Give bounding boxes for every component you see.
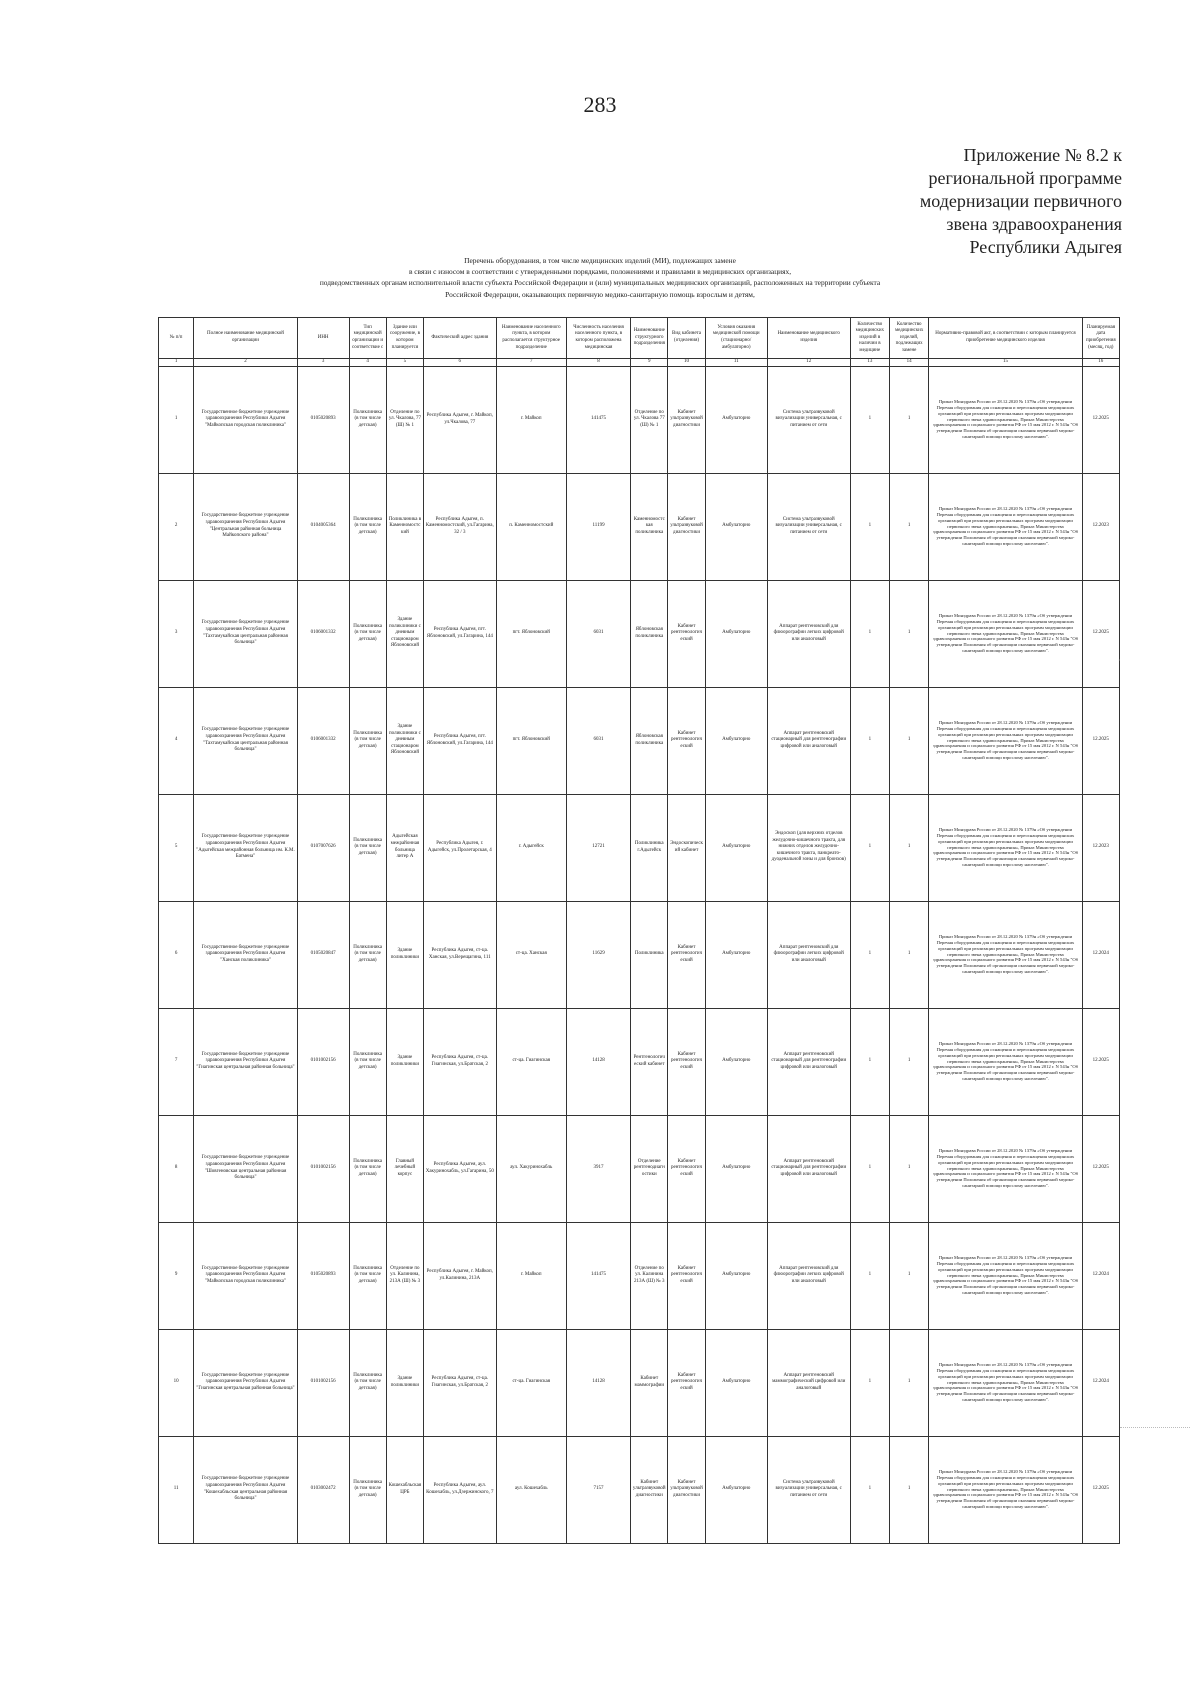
- cell-address: Республика Адыгея, аул. Кошехабль, ул.Дзержинского, 7: [424, 1436, 496, 1543]
- heading-line: подведомственных органам исполнительной власти субъекта Российской Федерации и (или) муниципальных медицинских организаций, расположенных на территории субъекта: [319, 278, 881, 288]
- cell-org-type: Поликлиника (в том числе детская): [349, 1436, 386, 1543]
- cell-device-name: Аппарат рентгеновский стационарный для рентгенографии цифровой или аналоговый: [767, 1008, 850, 1115]
- cell-settlement: пгт. Яблоновский: [496, 687, 566, 794]
- cell-qty-available: 1: [850, 1115, 889, 1222]
- appendix-line: Республики Адыгея: [969, 237, 1122, 257]
- cell-address: Республика Адыгея, ст-ца. Гиагинская, ул.Братская, 2: [424, 1329, 496, 1436]
- cell-care-conditions: Амбулаторно: [705, 1115, 767, 1222]
- cell-building: Здание поликлиники с дневным стационаром Яблоновский: [386, 687, 423, 794]
- cell-population: 7157: [566, 1436, 630, 1543]
- table-row: [159, 1436, 1120, 1543]
- appendix-line: звена здравоохранения: [946, 214, 1122, 234]
- cell-settlement: ст-ца. Гиагинская: [496, 1329, 566, 1436]
- appendix-line: модернизации первичного: [919, 191, 1122, 211]
- cell-planned-date: 12.2025: [1082, 1436, 1119, 1543]
- cell-unit-name: Каменномостская поликлиника: [631, 473, 668, 580]
- column-number: 16: [1082, 359, 1119, 367]
- cell-population: 3917: [566, 1115, 630, 1222]
- cell-row-number: 2: [159, 473, 194, 580]
- cell-qty-replace: 1: [889, 1329, 928, 1436]
- cell-population: 11629: [566, 901, 630, 1008]
- cell-address: Республика Адыгея, аул. Хакуринохабль, ул.Гагарина, 50: [424, 1115, 496, 1222]
- column-number: 6: [424, 359, 496, 367]
- table-row: [159, 1222, 1120, 1329]
- column-header: Полное наименование медицинской организации: [194, 318, 298, 359]
- column-header: ИНН: [297, 318, 349, 359]
- cell-building: Адыгейская межрайонная больница литер А: [386, 794, 423, 901]
- cell-qty-replace: 1: [889, 687, 928, 794]
- heading-line: Перечень оборудования, в том числе медицинских изделий (МИ), подлежащих замене: [464, 256, 736, 265]
- cell-planned-date: 12.2024: [1082, 1329, 1119, 1436]
- cell-qty-available: 1: [850, 1436, 889, 1543]
- cell-org-name: Государственное бюджетное учреждение здравоохранения Республики Адыгея "Гиагинская центральная районная больница": [194, 1329, 298, 1436]
- cell-population: 141475: [566, 1222, 630, 1329]
- cell-building: Здание поликлиники с дневным стационаром Яблоновский: [386, 580, 423, 687]
- cell-cabinet-type: Эндоскопический кабинет: [668, 794, 705, 901]
- cell-settlement: п. Каменномостский: [496, 473, 566, 580]
- table-row: [159, 1329, 1120, 1436]
- cell-cabinet-type: Кабинет рентгенологический: [668, 901, 705, 1008]
- cell-care-conditions: Амбулаторно: [705, 1436, 767, 1543]
- cell-planned-date: 12.2024: [1082, 901, 1119, 1008]
- column-number: 12: [767, 359, 850, 367]
- cell-qty-available: 1: [850, 794, 889, 901]
- cell-cabinet-type: Кабинет рентгенологический: [668, 1008, 705, 1115]
- cell-address: Республика Адыгея, ст-ца. Ханская, ул.Верещагина, 111: [424, 901, 496, 1008]
- column-number: 2: [194, 359, 298, 367]
- cell-inn: 0101002156: [297, 1329, 349, 1436]
- cell-address: Республика Адыгея, г. Майкоп, ул.Чкалова, 77: [424, 366, 496, 473]
- table-row: [159, 473, 1120, 580]
- cell-org-name: Государственное бюджетное учреждение здравоохранения Республики Адыгея "Тахтамукайская центральная районная больница": [194, 687, 298, 794]
- cell-org-type: Поликлиника (в том числе детская): [349, 1115, 386, 1222]
- cell-unit-name: Отделение рентгенодиагностики: [631, 1115, 668, 1222]
- cell-settlement: г. Майкоп: [496, 1222, 566, 1329]
- column-header: Здание или сооружение, в котором планируется: [386, 318, 423, 359]
- cell-qty-replace: 1: [889, 794, 928, 901]
- cell-planned-date: 12.2025: [1082, 366, 1119, 473]
- appendix-line: региональной программе: [928, 168, 1122, 188]
- cell-org-name: Государственное бюджетное учреждение здравоохранения Республики Адыгея "Центральная районная больница Майкопского района": [194, 473, 298, 580]
- cell-legal-act: Приказ Минздрава России от 28.12.2020 № 1379н «Об утверждении Перечня оборудования для оснащения и переоснащения медицинских организаций при реализации региональных программ модернизации первичного звена здравоохранения», Приказ Министерства здравоохранения и социального развития РФ от 15 мая 2012 г. N 543н "Об утверждении Положения об организации оказания первичной медико-санитарной помощи взрослому населению".: [929, 580, 1082, 687]
- cell-building: Здание поликлиники: [386, 1329, 423, 1436]
- cell-legal-act: Приказ Минздрава России от 28.12.2020 № 1379н «Об утверждении Перечня оборудования для оснащения и переоснащения медицинских организаций при реализации региональных программ модернизации первичного звена здравоохранения», Приказ Министерства здравоохранения и социального развития РФ от 15 мая 2012 г. N 543н "Об утверждении Положения об организации оказания первичной медико-санитарной помощи взрослому населению".: [929, 1115, 1082, 1222]
- cell-population: 6031: [566, 580, 630, 687]
- cell-care-conditions: Амбулаторно: [705, 366, 767, 473]
- cell-settlement: ст-ца. Гиагинская: [496, 1008, 566, 1115]
- cell-org-type: Поликлиника (в том числе детская): [349, 1008, 386, 1115]
- cell-cabinet-type: Кабинет рентгенологический: [668, 687, 705, 794]
- cell-device-name: Аппарат рентгеновский для флюорографии легких цифровой или аналоговый: [767, 901, 850, 1008]
- cell-care-conditions: Амбулаторно: [705, 580, 767, 687]
- cell-org-type: Поликлиника (в том числе детская): [349, 794, 386, 901]
- cell-legal-act: Приказ Минздрава России от 28.12.2020 № 1379н «Об утверждении Перечня оборудования для оснащения и переоснащения медицинских организаций при реализации региональных программ модернизации первичного звена здравоохранения», Приказ Министерства здравоохранения и социального развития РФ от 15 мая 2012 г. N 543н "Об утверждении Положения об организации оказания первичной медико-санитарной помощи взрослому населению".: [929, 794, 1082, 901]
- cell-building: Здание поликлиники: [386, 1008, 423, 1115]
- table-row: [159, 1008, 1120, 1115]
- cell-inn: 0105020893: [297, 366, 349, 473]
- cell-legal-act: Приказ Минздрава России от 28.12.2020 № 1379н «Об утверждении Перечня оборудования для оснащения и переоснащения медицинских организаций при реализации региональных программ модернизации первичного звена здравоохранения», Приказ Министерства здравоохранения и социального развития РФ от 15 мая 2012 г. N 543н "Об утверждении Положения об организации оказания первичной медико-санитарной помощи взрослому населению".: [929, 901, 1082, 1008]
- cell-qty-available: 1: [850, 901, 889, 1008]
- cell-planned-date: 12.2025: [1082, 687, 1119, 794]
- column-header: Наименование структурного подразделения: [631, 318, 668, 359]
- cell-population: 6031: [566, 687, 630, 794]
- cell-care-conditions: Амбулаторно: [705, 1008, 767, 1115]
- cell-inn: 0106001332: [297, 687, 349, 794]
- cell-org-type: Поликлиника (в том числе детская): [349, 1329, 386, 1436]
- cell-planned-date: 12.2025: [1082, 580, 1119, 687]
- column-header: № п/п: [159, 318, 194, 359]
- cell-cabinet-type: Кабинет рентгенологический: [668, 1115, 705, 1222]
- appendix-note: [702, 144, 1122, 259]
- column-header: Условия оказания медицинской помощи (стационарно/амбулаторно): [705, 318, 767, 359]
- cell-cabinet-type: Кабинет рентгенологический: [668, 1222, 705, 1329]
- cell-inn: 0101002156: [297, 1008, 349, 1115]
- scan-artifact-mark: ·: [1118, 656, 1121, 665]
- cell-qty-available: 1: [850, 687, 889, 794]
- cell-org-name: Государственное бюджетное учреждение здравоохранения Республики Адыгея "Тахтамукайская центральная районная больница": [194, 580, 298, 687]
- cell-unit-name: Рентгенологический кабинет: [631, 1008, 668, 1115]
- cell-row-number: 7: [159, 1008, 194, 1115]
- column-header: Количество медицинских изделий в наличии в медицине: [850, 318, 889, 359]
- cell-inn: 0106001332: [297, 580, 349, 687]
- cell-settlement: аул. Хакуринохабль: [496, 1115, 566, 1222]
- cell-care-conditions: Амбулаторно: [705, 794, 767, 901]
- cell-unit-name: Отделение по ул. Чкалова 77 (Ш) № 1: [631, 366, 668, 473]
- table-body: [159, 366, 1120, 1543]
- cell-device-name: Эндоскоп (для верхних отделов желудочно-кишечного тракта, для нижних отделов желудочно-кишечного тракта, панкреато-дуоденальной зоны и для бронхов): [767, 794, 850, 901]
- cell-unit-name: Поликлиника г.Адыгейск: [631, 794, 668, 901]
- cell-row-number: 4: [159, 687, 194, 794]
- cell-row-number: 1: [159, 366, 194, 473]
- cell-legal-act: Приказ Минздрава России от 28.12.2020 № 1379н «Об утверждении Перечня оборудования для оснащения и переоснащения медицинских организаций при реализации региональных программ модернизации первичного звена здравоохранения», Приказ Министерства здравоохранения и социального развития РФ от 15 мая 2012 г. N 543н "Об утверждении Положения об организации оказания первичной медико-санитарной помощи взрослому населению".: [929, 1436, 1082, 1543]
- cell-row-number: 10: [159, 1329, 194, 1436]
- cell-qty-available: 1: [850, 580, 889, 687]
- document-heading: [110, 255, 1090, 300]
- cell-planned-date: 12.2025: [1082, 1115, 1119, 1222]
- cell-org-name: Государственное бюджетное учреждение здравоохранения Республики Адыгея "Ханская поликлиника": [194, 901, 298, 1008]
- cell-building: Кошехабльская ЦРБ: [386, 1436, 423, 1543]
- cell-device-name: Система ультразвуковой визуализации универсальная, с питанием от сети: [767, 366, 850, 473]
- column-number: 4: [349, 359, 386, 367]
- cell-population: 12721: [566, 794, 630, 901]
- cell-qty-replace: 1: [889, 901, 928, 1008]
- table-header-row: [159, 318, 1120, 359]
- cell-legal-act: Приказ Минздрава России от 28.12.2020 № 1379н «Об утверждении Перечня оборудования для оснащения и переоснащения медицинских организаций при реализации региональных программ модернизации первичного звена здравоохранения», Приказ Министерства здравоохранения и социального развития РФ от 15 мая 2012 г. N 543н "Об утверждении Положения об организации оказания первичной медико-санитарной помощи взрослому населению".: [929, 687, 1082, 794]
- cell-device-name: Система ультразвуковой визуализации универсальная, с питанием от сети: [767, 473, 850, 580]
- cell-device-name: Аппарат рентгеновский для флюорографии легких цифровой или аналоговый: [767, 1222, 850, 1329]
- column-number: 8: [566, 359, 630, 367]
- table-row: [159, 580, 1120, 687]
- cell-planned-date: 12.2025: [1082, 1008, 1119, 1115]
- cell-org-name: Государственное бюджетное учреждение здравоохранения Республики Адыгея "Майкопская городская поликлиника": [194, 366, 298, 473]
- cell-row-number: 11: [159, 1436, 194, 1543]
- cell-population: 11199: [566, 473, 630, 580]
- column-number: 13: [850, 359, 889, 367]
- cell-care-conditions: Амбулаторно: [705, 1222, 767, 1329]
- scan-artifact-line: [1120, 1427, 1190, 1428]
- cell-planned-date: 12.2023: [1082, 794, 1119, 901]
- cell-building: Поликлиника в Каменномостский: [386, 473, 423, 580]
- cell-qty-replace: 1: [889, 1222, 928, 1329]
- cell-qty-replace: 1: [889, 1436, 928, 1543]
- cell-planned-date: 12.2024: [1082, 1222, 1119, 1329]
- cell-qty-available: 1: [850, 1222, 889, 1329]
- cell-device-name: Аппарат рентгеновский маммографический цифровой или аналоговый: [767, 1329, 850, 1436]
- column-number: 3: [297, 359, 349, 367]
- cell-qty-available: 1: [850, 1008, 889, 1115]
- cell-inn: 0107007626: [297, 794, 349, 901]
- cell-qty-replace: 1: [889, 1115, 928, 1222]
- cell-org-name: Государственное бюджетное учреждение здравоохранения Республики Адыгея "Майкопская городская поликлиника": [194, 1222, 298, 1329]
- cell-row-number: 5: [159, 794, 194, 901]
- heading-line: Российской Федерации, оказывающих первичную медико-санитарную помощь взрослым и детям,: [445, 289, 755, 299]
- cell-device-name: Аппарат рентгеновский для флюорографии легких цифровой или аналоговый: [767, 580, 850, 687]
- cell-care-conditions: Амбулаторно: [705, 1329, 767, 1436]
- cell-inn: 0105020847: [297, 901, 349, 1008]
- cell-address: Республика Адыгея, ст-ца. Гиагинская, ул.Братская, 2: [424, 1008, 496, 1115]
- cell-legal-act: Приказ Минздрава России от 28.12.2020 № 1379н «Об утверждении Перечня оборудования для оснащения и переоснащения медицинских организаций при реализации региональных программ модернизации первичного звена здравоохранения», Приказ Министерства здравоохранения и социального развития РФ от 15 мая 2012 г. N 543н "Об утверждении Положения об организации оказания первичной медико-санитарной помощи взрослому населению".: [929, 1008, 1082, 1115]
- column-header: Фактический адрес здания: [424, 318, 496, 359]
- column-number: 7: [496, 359, 566, 367]
- column-number: 14: [889, 359, 928, 367]
- cell-org-name: Государственное бюджетное учреждение здравоохранения Республики Адыгея "Шовгеновская центральная районная больница": [194, 1115, 298, 1222]
- appendix-line: Приложение № 8.2 к: [963, 145, 1122, 165]
- page-number: 283: [583, 92, 617, 117]
- cell-unit-name: Кабинет маммографии: [631, 1329, 668, 1436]
- cell-inn: 0105020893: [297, 1222, 349, 1329]
- cell-cabinet-type: Кабинет рентгенологический: [668, 1329, 705, 1436]
- table-row: [159, 687, 1120, 794]
- cell-legal-act: Приказ Минздрава России от 28.12.2020 № 1379н «Об утверждении Перечня оборудования для оснащения и переоснащения медицинских организаций при реализации региональных программ модернизации первичного звена здравоохранения», Приказ Министерства здравоохранения и социального развития РФ от 15 мая 2012 г. N 543н "Об утверждении Положения об организации оказания первичной медико-санитарной помощи взрослому населению".: [929, 473, 1082, 580]
- cell-settlement: г. Майкоп: [496, 366, 566, 473]
- table-row: [159, 366, 1120, 473]
- cell-qty-replace: 1: [889, 473, 928, 580]
- cell-row-number: 3: [159, 580, 194, 687]
- column-number: 11: [705, 359, 767, 367]
- cell-cabinet-type: Кабинет ультразвуковой диагностики: [668, 473, 705, 580]
- cell-address: Республика Адыгея, пгт. Яблоновский, ул.Гагарина, 144: [424, 687, 496, 794]
- cell-inn: 0104005364: [297, 473, 349, 580]
- cell-settlement: г. Адыгейск: [496, 794, 566, 901]
- cell-unit-name: Яблоновская поликлиника: [631, 687, 668, 794]
- cell-unit-name: Яблоновская поликлиника: [631, 580, 668, 687]
- cell-settlement: ст-ца. Ханская: [496, 901, 566, 1008]
- cell-population: 141475: [566, 366, 630, 473]
- column-header: Нормативно-правовой акт, в соответствии с которым планируется приобретение медицинского изделия: [929, 318, 1082, 359]
- column-number: 1: [159, 359, 194, 367]
- cell-building: Отделение по ул. Калинина, 213А (Ш) № 3: [386, 1222, 423, 1329]
- cell-settlement: пгт. Яблоновский: [496, 580, 566, 687]
- table-row: [159, 901, 1120, 1008]
- cell-cabinet-type: Кабинет рентгенологический: [668, 580, 705, 687]
- equipment-table: [158, 317, 1120, 1544]
- cell-org-type: Поликлиника (в том числе детская): [349, 687, 386, 794]
- heading-line: в связи с износом в соответствии с утвержденными порядками, положениями и правилами в медицинских организациях,: [408, 267, 792, 277]
- cell-qty-replace: 1: [889, 366, 928, 473]
- column-header: Наименование медицинского изделия: [767, 318, 850, 359]
- cell-row-number: 8: [159, 1115, 194, 1222]
- column-number: 10: [668, 359, 705, 367]
- cell-address: Республика Адыгея, г. Адыгейск, ул.Пролетарская, 4: [424, 794, 496, 901]
- cell-org-type: Поликлиника (в том числе детская): [349, 1222, 386, 1329]
- column-number: 9: [631, 359, 668, 367]
- cell-legal-act: Приказ Минздрава России от 28.12.2020 № 1379н «Об утверждении Перечня оборудования для оснащения и переоснащения медицинских организаций при реализации региональных программ модернизации первичного звена здравоохранения», Приказ Министерства здравоохранения и социального развития РФ от 15 мая 2012 г. N 543н "Об утверждении Положения об организации оказания первичной медико-санитарной помощи взрослому населению".: [929, 366, 1082, 473]
- cell-device-name: Аппарат рентгеновский стационарный для рентгенографии цифровой или аналоговый: [767, 1115, 850, 1222]
- cell-row-number: 9: [159, 1222, 194, 1329]
- cell-unit-name: Кабинет ультразвуковой диагностики: [631, 1436, 668, 1543]
- cell-legal-act: Приказ Минздрава России от 28.12.2020 № 1379н «Об утверждении Перечня оборудования для оснащения и переоснащения медицинских организаций при реализации региональных программ модернизации первичного звена здравоохранения», Приказ Министерства здравоохранения и социального развития РФ от 15 мая 2012 г. N 543н "Об утверждении Положения об организации оказания первичной медико-санитарной помощи взрослому населению".: [929, 1222, 1082, 1329]
- cell-unit-name: Поликлиника: [631, 901, 668, 1008]
- cell-building: Главный лечебный корпус: [386, 1115, 423, 1222]
- cell-building: Здание поликлиники: [386, 901, 423, 1008]
- cell-inn: 0101002156: [297, 1115, 349, 1222]
- cell-legal-act: Приказ Минздрава России от 28.12.2020 № 1379н «Об утверждении Перечня оборудования для оснащения и переоснащения медицинских организаций при реализации региональных программ модернизации первичного звена здравоохранения», Приказ Министерства здравоохранения и социального развития РФ от 15 мая 2012 г. N 543н "Об утверждении Положения об организации оказания первичной медико-санитарной помощи взрослому населению".: [929, 1329, 1082, 1436]
- cell-row-number: 6: [159, 901, 194, 1008]
- column-number: 15: [929, 359, 1082, 367]
- column-number-row: [159, 359, 1120, 367]
- cell-cabinet-type: Кабинет ультразвуковой диагностики: [668, 366, 705, 473]
- cell-address: Республика Адыгея, пгт. Яблоновский, ул.Гагарина, 144: [424, 580, 496, 687]
- cell-settlement: аул. Кошехабль: [496, 1436, 566, 1543]
- cell-care-conditions: Амбулаторно: [705, 473, 767, 580]
- cell-qty-replace: 1: [889, 580, 928, 687]
- cell-building: Отделение по ул. Чкалова, 77 (Ш) № 1: [386, 366, 423, 473]
- cell-org-type: Поликлиника (в том числе детская): [349, 473, 386, 580]
- cell-org-name: Государственное бюджетное учреждение здравоохранения Республики Адыгея "Адыгейская межрайонная больница им. К.М. Батмена": [194, 794, 298, 901]
- column-header: Вид кабинета (отделения): [668, 318, 705, 359]
- column-header: Тип медицинской организации и соответствие с: [349, 318, 386, 359]
- cell-org-type: Поликлиника (в том числе детская): [349, 366, 386, 473]
- column-header: Наименование населенного пункта, в котором располагается структурное подразделение: [496, 318, 566, 359]
- cell-device-name: Система ультразвуковой визуализации универсальная, с питанием от сети: [767, 1436, 850, 1543]
- cell-inn: 0103002472: [297, 1436, 349, 1543]
- column-header: Численность населения населенного пункта, в котором расположена медицинская: [566, 318, 630, 359]
- cell-qty-available: 1: [850, 1329, 889, 1436]
- cell-population: 14128: [566, 1008, 630, 1115]
- cell-cabinet-type: Кабинет ультразвуковой диагностики: [668, 1436, 705, 1543]
- table-row: [159, 1115, 1120, 1222]
- cell-planned-date: 12.2023: [1082, 473, 1119, 580]
- cell-qty-available: 1: [850, 473, 889, 580]
- table-row: [159, 794, 1120, 901]
- cell-org-name: Государственное бюджетное учреждение здравоохранения Республики Адыгея "Кошехабльская центральная районная больница": [194, 1436, 298, 1543]
- cell-org-type: Поликлиника (в том числе детская): [349, 580, 386, 687]
- cell-org-type: Поликлиника (в том числе детская): [349, 901, 386, 1008]
- cell-unit-name: Отделение по ул. Калинина 213А (Ш) № 3: [631, 1222, 668, 1329]
- cell-care-conditions: Амбулаторно: [705, 901, 767, 1008]
- cell-device-name: Аппарат рентгеновский стационарный для рентгенографии цифровой или аналоговый: [767, 687, 850, 794]
- cell-address: Республика Адыгея, г. Майкоп, ул.Калинина, 213А: [424, 1222, 496, 1329]
- cell-org-name: Государственное бюджетное учреждение здравоохранения Республики Адыгея "Гиагинская центральная районная больница": [194, 1008, 298, 1115]
- cell-care-conditions: Амбулаторно: [705, 687, 767, 794]
- column-number: 5: [386, 359, 423, 367]
- column-header: Количество медицинских изделий, подлежащих замене: [889, 318, 928, 359]
- cell-address: Республика Адыгея, п. Каменномостский, ул.Гагарина, 32 / 3: [424, 473, 496, 580]
- column-header: Планируемая дата приобретения (месяц, год): [1082, 318, 1119, 359]
- cell-qty-replace: 1: [889, 1008, 928, 1115]
- cell-qty-available: 1: [850, 366, 889, 473]
- cell-population: 14128: [566, 1329, 630, 1436]
